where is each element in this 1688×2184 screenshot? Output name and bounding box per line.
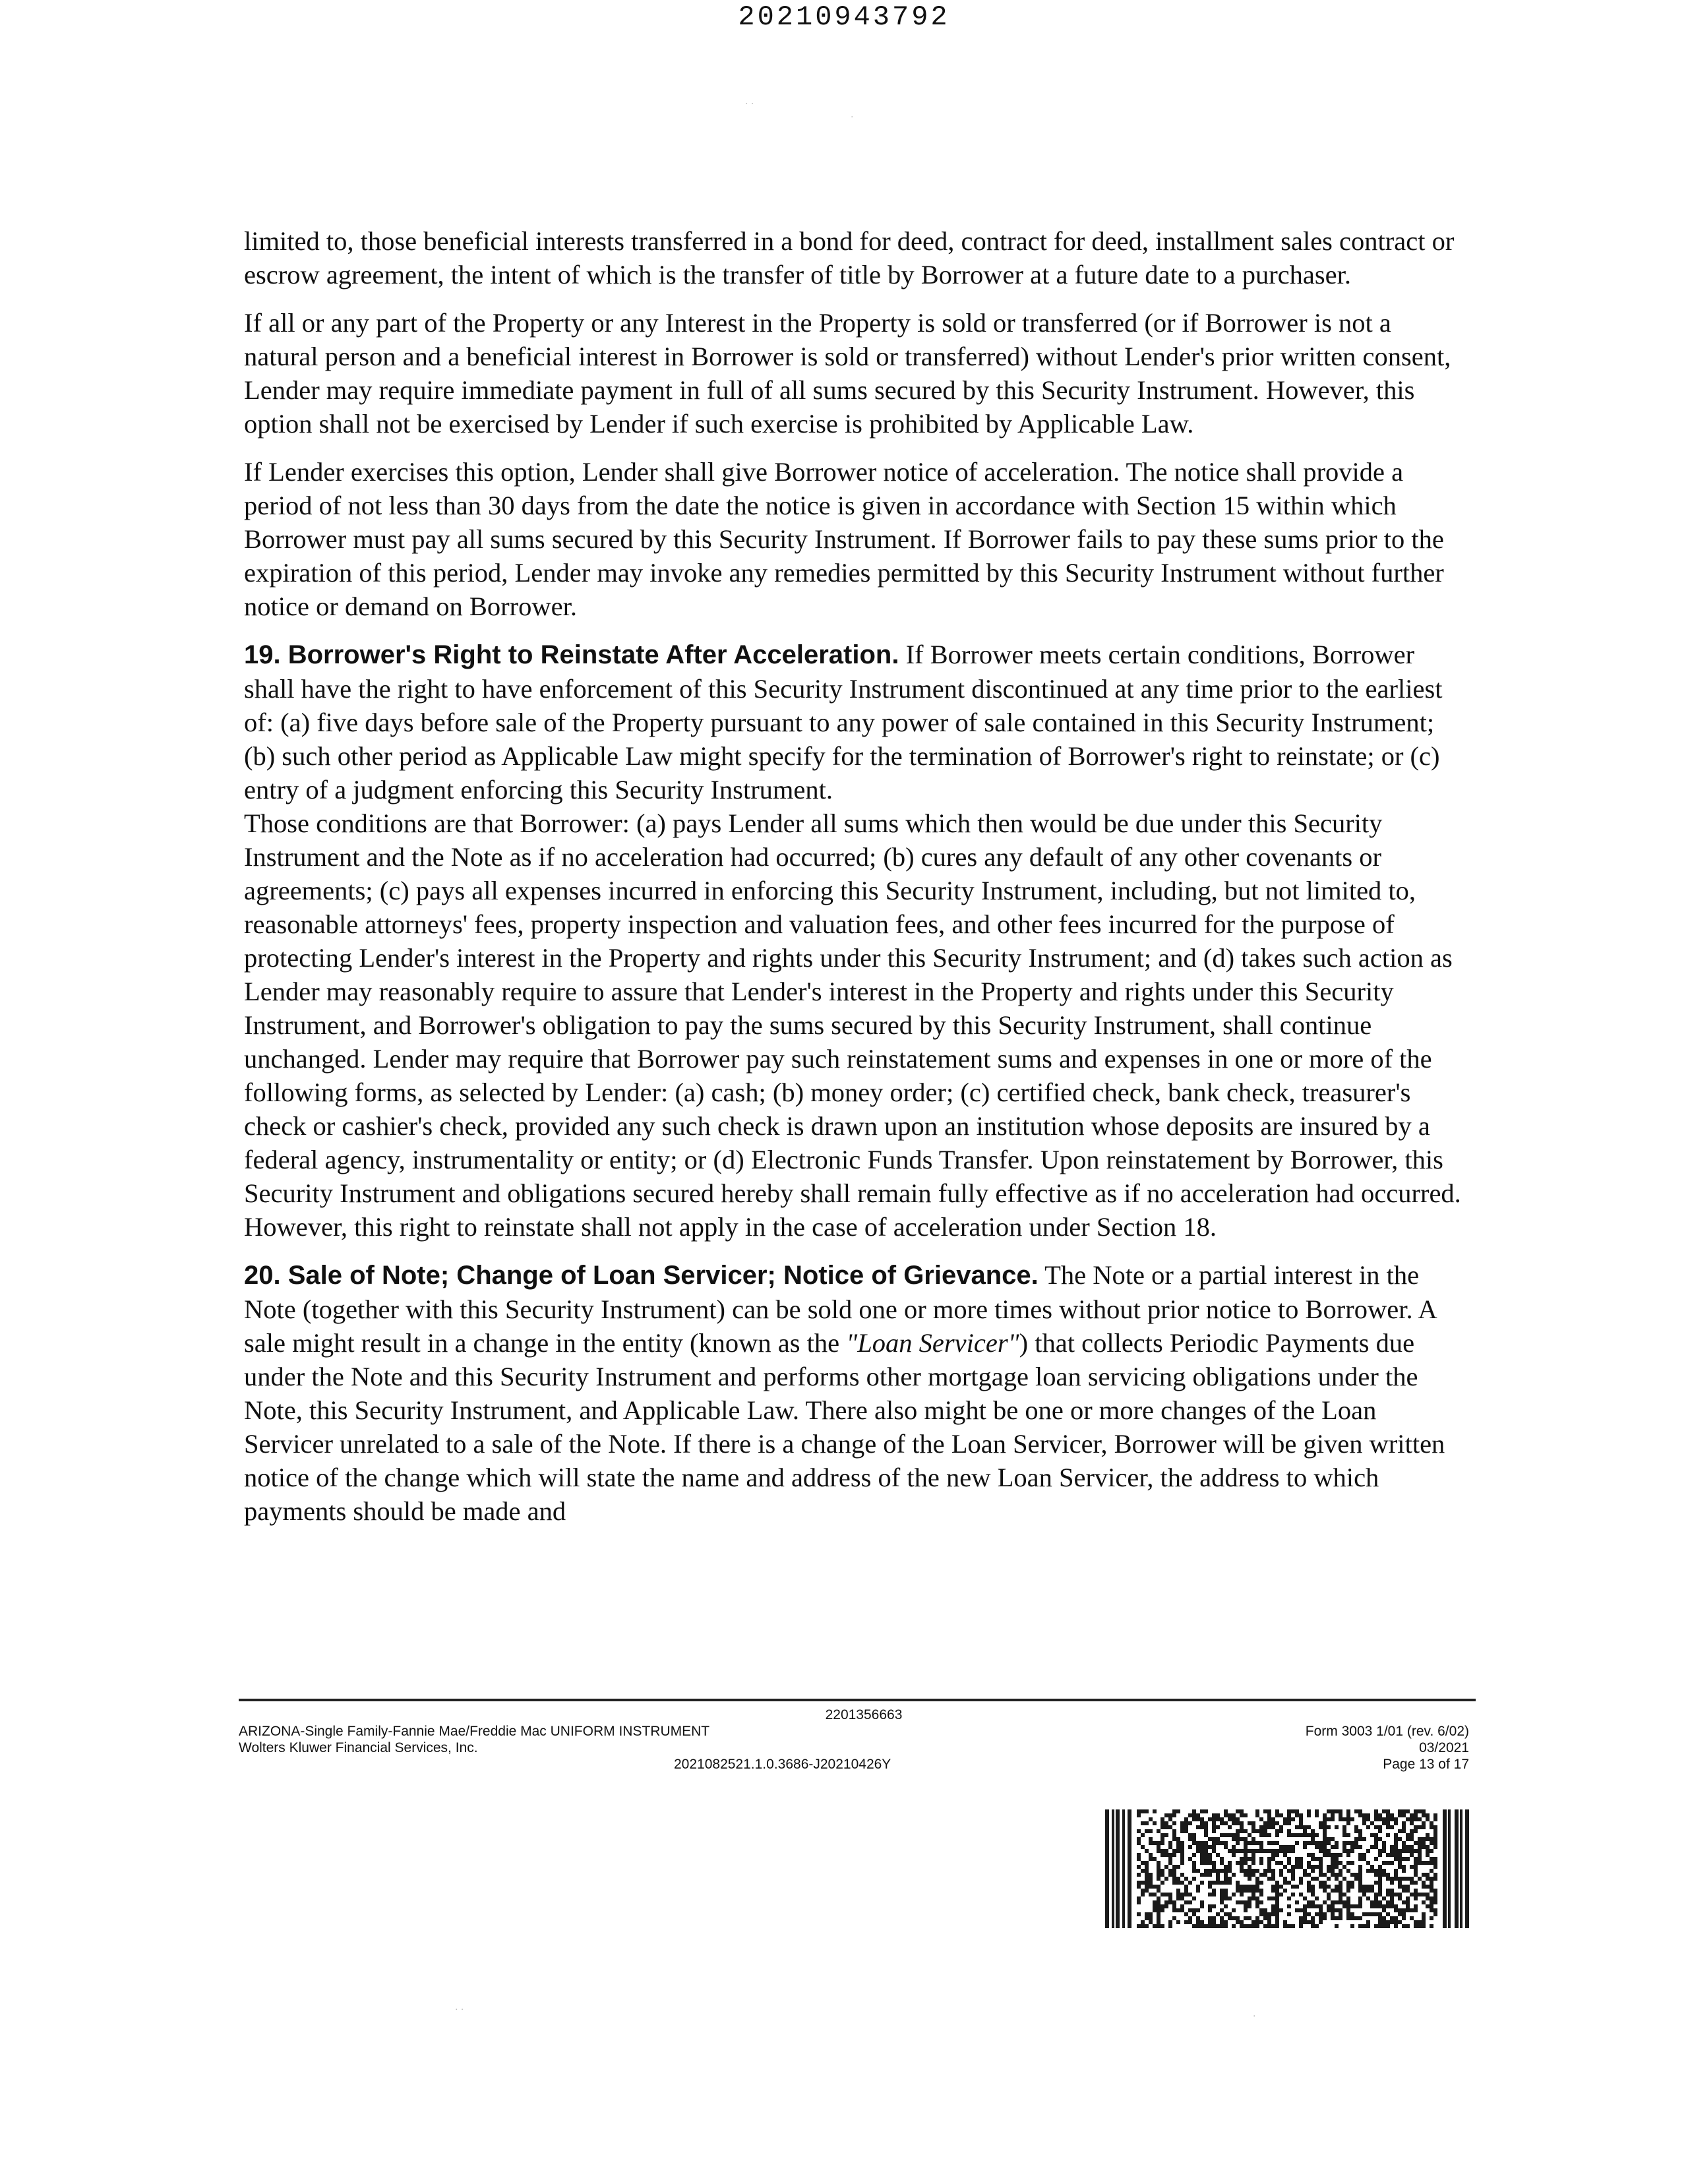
form-title: ARIZONA-Single Family-Fannie Mae/Freddie Mac UNIFORM INSTRUMENT (239, 1724, 710, 1739)
form-date: 03/2021 (1419, 1740, 1469, 1755)
section-19-heading: 19. Borrower's Right to Reinstate After Acceleration. (244, 640, 899, 669)
footer-divider (239, 1699, 1476, 1701)
scan-speck: · · (745, 99, 754, 109)
loan-number: 2201356663 (825, 1707, 903, 1722)
paragraph-notice-of-acceleration: If Lender exercises this option, Lender shall give Borrower notice of acceleration. The notice shall provide a period of not less than 30 days from the date the notice is given in accordance with Section 15 within which Borrower must pay all sums secured by this Security Instrument. If Borrower fails to pay these sums prior to the expiration of this period, Lender may invoke any remedies permitted by this Security Instrument without further notice or demand on Borrower. (244, 457, 1444, 621)
document-number: 20210943792 (738, 1, 950, 33)
publisher: Wolters Kluwer Financial Services, Inc. (239, 1740, 478, 1755)
scan-speck: · (851, 112, 854, 123)
document-code: 2021082521.1.0.3686-J20210426Y (674, 1757, 891, 1772)
section-20-body-rest: ) that collects Periodic Payments due under the Note and this Security Instrument and performs other mortgage loan servicing obligations under the Note, this Security Instrument, and Applicable Law. There also might be one or more changes of the Loan Servicer unrelated to a sale of the Note. If there is a change of the Loan Servicer, Borrower will be given written notice of the change which will state the name and address of the new Loan Servicer, the address to which payments should be made and (244, 1328, 1445, 1526)
scan-speck: · · (455, 2005, 464, 2015)
section-19 (244, 638, 1467, 806)
section-20-heading: 20. Sale of Note; Change of Loan Servicer; Notice of Grievance. (244, 1261, 1039, 1290)
page-number: Page 13 of 17 (1383, 1757, 1469, 1772)
section-19-body-intro: If Borrower meets certain conditions, Borrower shall have the right to have enforcement of this Security Instrument discontinued at any time prior to the earliest of: (a) five days before sale of the Property pursuant to any power of sale contained in this Security Instrument; (b) such other period as Applicable Law might specify for the termination of Borrower's right to reinstate; or (c) entry of a judgment enforcing this Security Instrument. (244, 640, 1443, 804)
paragraph-transfer-of-property: If all or any part of the Property or any Interest in the Property is sold or transferred (or if Borrower is not a natural person and a beneficial interest in Borrower is sold or transferred) without Lender's prior written consent, Lender may require immediate payment in full of all sums secured by this Security Instrument. However, this option shall not be exercised by Lender if such exercise is prohibited by Applicable Law. (244, 308, 1451, 439)
scan-speck: · (1253, 2011, 1256, 2022)
section-20-body-intro: The Note or a partial interest in the Note (together with this Security Instrument) can be sold one or more times without prior notice to Borrower. A sale might result in a change in the entity (known as the (244, 1260, 1436, 1358)
form-number: Form 3003 1/01 (rev. 6/02) (1305, 1724, 1469, 1739)
section-20 (244, 1258, 1467, 1528)
barcode-2d (1105, 1809, 1469, 1928)
loan-servicer-term: "Loan Servicer" (846, 1328, 1019, 1358)
document-body (244, 224, 1467, 1542)
paragraph-beneficial-interests: limited to, those beneficial interests transferred in a bond for deed, contract for deed, installment sales contract or escrow agreement, the intent of which is the transfer of title by Borrower at a future date to a purchaser. (244, 226, 1455, 289)
section-19-conditions: Those conditions are that Borrower: (a) pays Lender all sums which then would be due under this Security Instrument and the Note as if no acceleration had occurred; (b) cures any default of any other covenants or agreements; (c) pays all expenses incurred in enforcing this Security Instrument, including, but not limited to, reasonable attorneys' fees, property inspection and valuation fees, and other fees incurred for the purpose of protecting Lender's interest in the Property and rights under this Security Instrument; and (d) takes such action as Lender may reasonably require to assure that Lender's interest in the Property and rights under this Security Instrument, and Borrower's obligation to pay the sums secured by this Security Instrument, shall continue unchanged. Lender may require that Borrower pay such reinstatement sums and expenses in one or more of the following forms, as selected by Lender: (a) cash; (b) money order; (c) certified check, bank check, treasurer's check or cashier's check, provided any such check is drawn upon an institution whose deposits are insured by a federal agency, instrumentality or entity; or (d) Electronic Funds Transfer. Upon reinstatement by Borrower, this Security Instrument and obligations secured hereby shall remain fully effective as if no acceleration had occurred. However, this right to reinstate shall not apply in the case of acceleration under Section 18. (244, 808, 1461, 1242)
